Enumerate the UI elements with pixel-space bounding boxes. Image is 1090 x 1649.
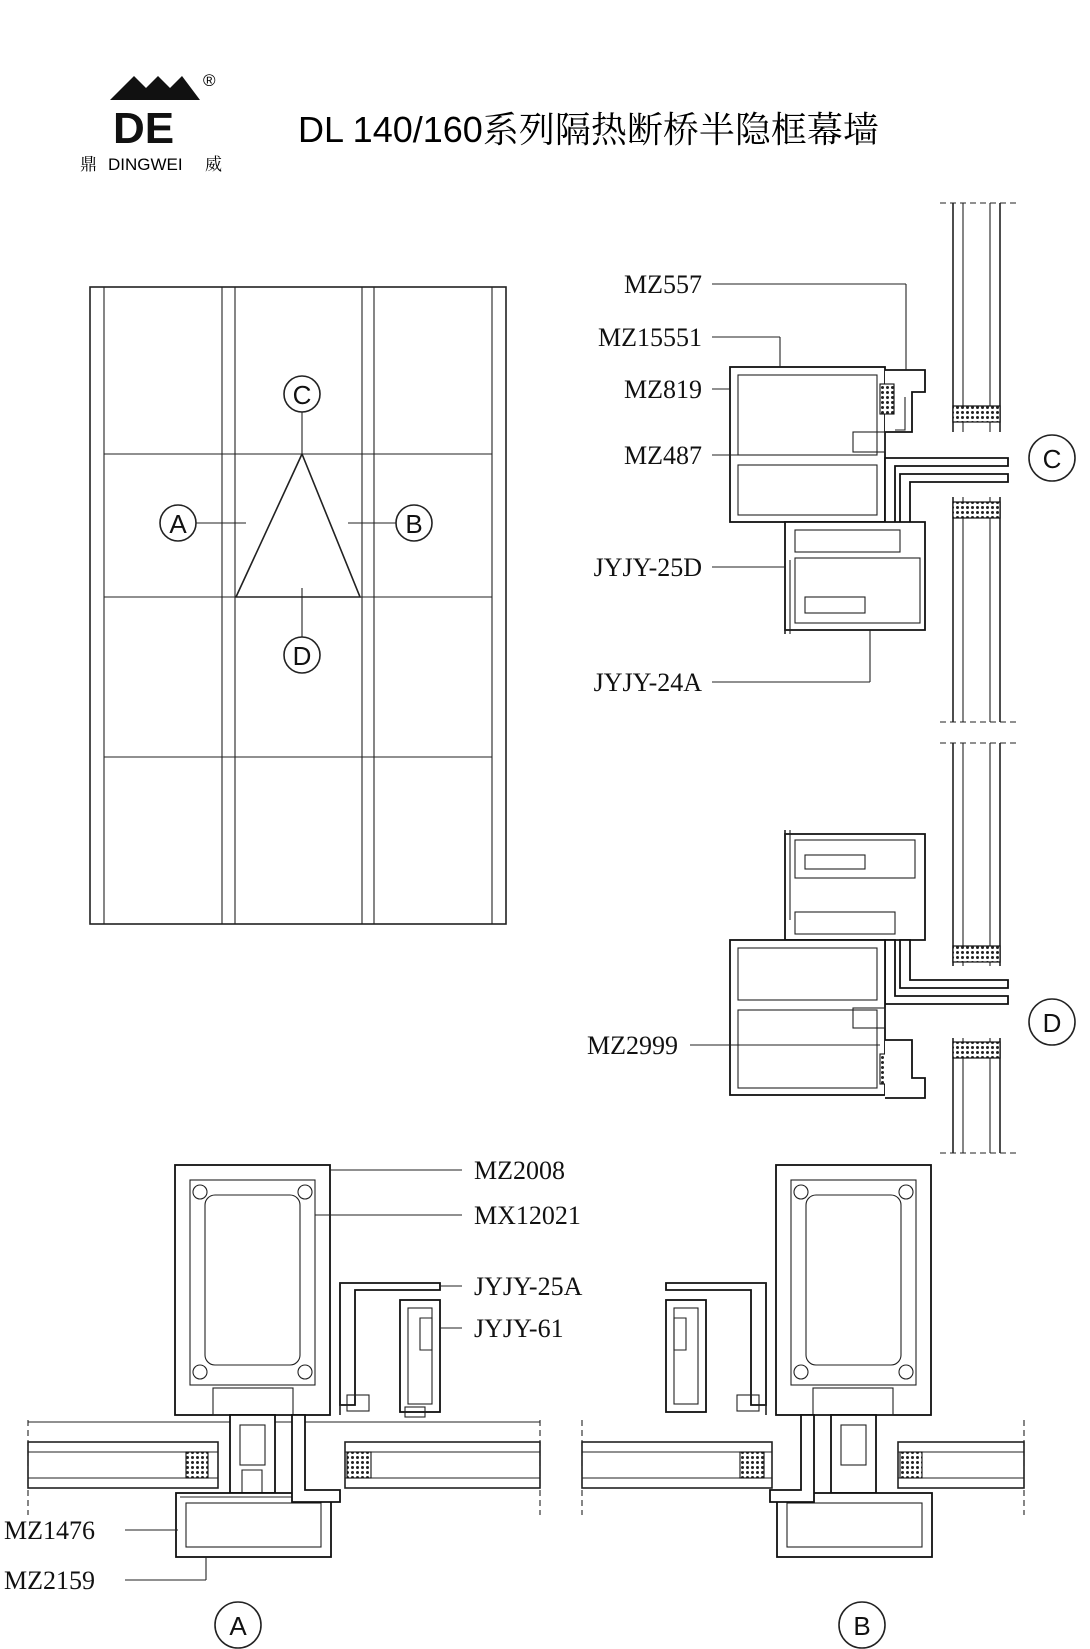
marker-d: D	[292, 641, 312, 671]
marker-a: A	[169, 509, 187, 539]
label-jyjy-25a: JYJY-25A	[474, 1272, 583, 1301]
company-logo	[80, 71, 222, 174]
section-a-marker: A	[229, 1611, 247, 1641]
label-mz2999: MZ2999	[587, 1031, 678, 1060]
logo-lettering: DE	[113, 104, 175, 153]
section-c	[594, 203, 1075, 722]
marker-b: B	[405, 509, 423, 539]
elevation-view	[90, 287, 506, 924]
section-d-marker: D	[1042, 1008, 1062, 1038]
section-c-marker: C	[1042, 444, 1062, 474]
label-jyjy-25d: JYJY-25D	[593, 553, 702, 582]
section-b-marker: B	[853, 1611, 871, 1641]
label-mz819: MZ819	[624, 375, 702, 404]
marker-c: C	[292, 380, 312, 410]
brand-name: DINGWEI	[108, 155, 183, 174]
label-mx12021: MX12021	[474, 1201, 581, 1230]
label-mz1476: MZ1476	[4, 1516, 95, 1545]
label-mz2008: MZ2008	[474, 1156, 565, 1185]
section-b	[582, 1165, 1024, 1648]
brand-char-right: 威	[205, 155, 222, 174]
page-title: DL 140/160系列隔热断桥半隐框幕墙	[298, 109, 879, 150]
label-jyjy-61: JYJY-61	[474, 1314, 564, 1343]
label-jyjy-24a: JYJY-24A	[593, 668, 702, 697]
section-a	[4, 1156, 583, 1648]
label-mz15551: MZ15551	[598, 323, 702, 352]
label-mz2159: MZ2159	[4, 1566, 95, 1595]
brand-char-left: 鼎	[80, 155, 97, 174]
registered-mark: ®	[203, 71, 216, 90]
section-d	[587, 743, 1075, 1153]
label-mz557: MZ557	[624, 270, 702, 299]
label-mz487: MZ487	[624, 441, 702, 470]
